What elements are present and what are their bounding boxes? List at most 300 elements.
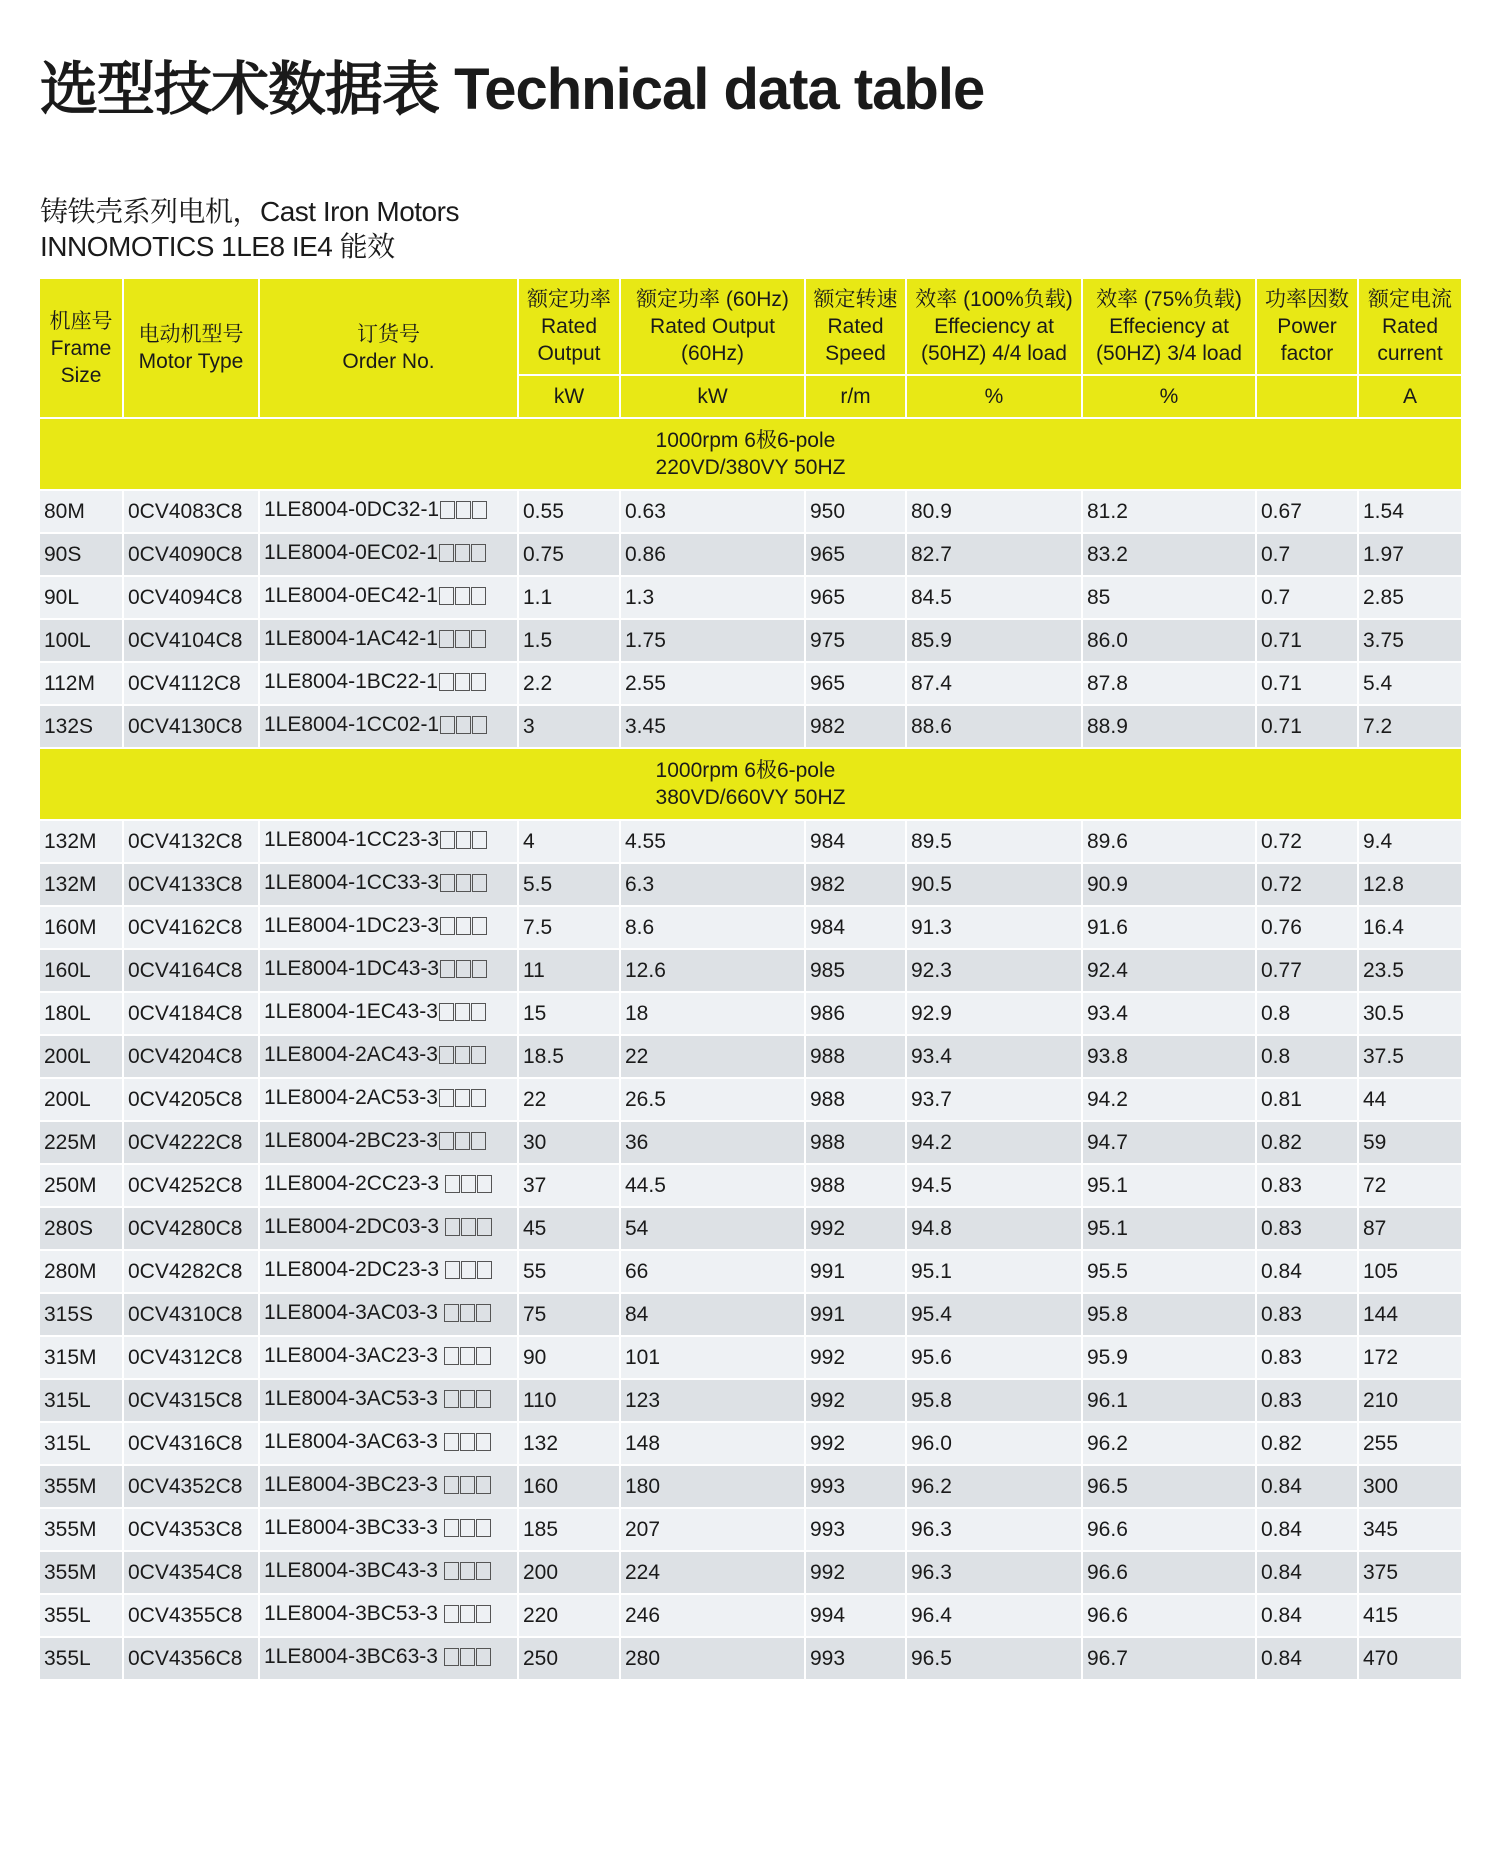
frame-size-value: 90L <box>44 585 80 609</box>
power-factor-value: 0.67 <box>1261 499 1302 523</box>
motor-type-value: 0CV4282C8 <box>128 1259 243 1283</box>
cell-rated-output-60hz <box>620 533 805 576</box>
cell-efficiency-75-load <box>1082 820 1256 863</box>
rated-output-60hz-value: 180 <box>625 1474 661 1498</box>
cell-efficiency-full-load <box>906 1594 1082 1637</box>
motor-type-value: 0CV4205C8 <box>128 1087 243 1111</box>
cell-rated-output <box>518 1465 620 1508</box>
cell-power-factor <box>1256 576 1358 619</box>
cell-rated-output <box>518 490 620 533</box>
order-option-placeholder-icon <box>440 501 488 525</box>
cell-efficiency-75-load <box>1082 1422 1256 1465</box>
cell-rated-speed <box>805 1035 906 1078</box>
rated-speed-value: 993 <box>810 1474 846 1498</box>
cell-motor-type <box>123 576 259 619</box>
cell-order-no <box>259 949 518 992</box>
cell-efficiency-full-load <box>906 1035 1082 1078</box>
efficiency-full-load-value: 93.7 <box>911 1087 952 1111</box>
efficiency-full-load-value: 92.3 <box>911 958 952 982</box>
cell-rated-output <box>518 662 620 705</box>
order-no-value: 1LE8004-1DC23-3 <box>264 914 440 937</box>
table-row <box>39 1637 1462 1680</box>
motor-type-value: 0CV4356C8 <box>128 1646 243 1670</box>
cell-rated-speed <box>805 705 906 748</box>
cell-motor-type <box>123 1336 259 1379</box>
power-factor-value: 0.84 <box>1261 1517 1302 1541</box>
empty-box-icon <box>439 544 454 562</box>
motor-type-value: 0CV4353C8 <box>128 1517 243 1541</box>
cell-rated-output <box>518 1250 620 1293</box>
cell-efficiency-full-load <box>906 576 1082 619</box>
rated-current-value: 255 <box>1363 1431 1399 1455</box>
rated-current-value: 144 <box>1363 1302 1399 1326</box>
cell-power-factor <box>1256 906 1358 949</box>
cell-order-no <box>259 1035 518 1078</box>
cell-rated-output <box>518 906 620 949</box>
power-factor-value: 0.83 <box>1261 1302 1302 1326</box>
empty-box-icon <box>439 1089 454 1107</box>
cell-rated-speed <box>805 1422 906 1465</box>
order-option-placeholder-icon <box>439 1132 487 1156</box>
rated-output-60hz-value: 22 <box>625 1044 649 1068</box>
table-header <box>39 278 1462 418</box>
cell-rated-output <box>518 705 620 748</box>
empty-box-icon <box>444 1648 459 1666</box>
cell-order-no <box>259 705 518 748</box>
efficiency-full-load-value: 91.3 <box>911 915 952 939</box>
empty-box-icon <box>445 1218 460 1236</box>
cell-rated-output-60hz <box>620 949 805 992</box>
cell-efficiency-full-load <box>906 863 1082 906</box>
cell-power-factor <box>1256 619 1358 662</box>
order-no-value: 1LE8004-1BC22-1 <box>264 670 438 693</box>
cell-order-no <box>259 1250 518 1293</box>
header-cn-label: 效率 (100%负载) <box>915 288 1073 311</box>
header-cn-label: 额定功率 (60Hz) <box>636 288 789 311</box>
empty-box-icon <box>440 874 455 892</box>
cell-rated-output-60hz <box>620 906 805 949</box>
rated-speed-value: 984 <box>810 915 846 939</box>
table-row <box>39 705 1462 748</box>
rated-output-60hz-value: 148 <box>625 1431 661 1455</box>
empty-box-icon <box>444 1605 459 1623</box>
rated-output-60hz-value: 12.6 <box>625 958 666 982</box>
rated-output-value: 1.1 <box>523 585 553 609</box>
cell-efficiency-75-load <box>1082 1465 1256 1508</box>
empty-box-icon <box>456 917 471 935</box>
empty-box-icon <box>472 874 487 892</box>
order-option-placeholder-icon <box>439 1046 487 1070</box>
rated-output-value: 1.5 <box>523 628 553 652</box>
order-no-value: 1LE8004-1EC43-3 <box>264 1000 438 1023</box>
cell-rated-output <box>518 1164 620 1207</box>
empty-box-icon <box>477 1175 492 1193</box>
empty-box-icon <box>476 1605 491 1623</box>
cell-frame-size <box>39 705 123 748</box>
cell-power-factor <box>1256 1293 1358 1336</box>
header-cn-label: 机座号 <box>49 309 113 333</box>
motor-type-value: 0CV4352C8 <box>128 1474 243 1498</box>
frame-size-value: 280M <box>44 1259 97 1283</box>
empty-box-icon <box>471 1003 486 1021</box>
header-rated-speed <box>805 278 906 375</box>
rated-current-value: 59 <box>1363 1130 1387 1154</box>
empty-box-icon <box>444 1433 459 1451</box>
cell-frame-size <box>39 992 123 1035</box>
cell-efficiency-full-load <box>906 1164 1082 1207</box>
order-no-value: 1LE8004-1DC43-3 <box>264 957 440 980</box>
header-cn-label: 额定功率 <box>527 288 611 311</box>
efficiency-full-load-value: 90.5 <box>911 872 952 896</box>
empty-box-icon <box>439 673 454 691</box>
power-factor-value: 0.83 <box>1261 1388 1302 1412</box>
order-option-placeholder-icon <box>445 1175 493 1199</box>
power-factor-value: 0.72 <box>1261 829 1302 853</box>
rated-current-value: 2.85 <box>1363 585 1404 609</box>
efficiency-75-load-value: 85 <box>1087 585 1111 609</box>
cell-rated-output-60hz <box>620 1379 805 1422</box>
cell-rated-output-60hz <box>620 1637 805 1680</box>
cell-efficiency-full-load <box>906 1250 1082 1293</box>
order-option-placeholder-icon <box>439 1089 487 1113</box>
cell-rated-output <box>518 820 620 863</box>
empty-box-icon <box>439 1003 454 1021</box>
efficiency-full-load-value: 85.9 <box>911 628 952 652</box>
rated-speed-value: 992 <box>810 1560 846 1584</box>
empty-box-icon <box>477 1218 492 1236</box>
power-factor-value: 0.72 <box>1261 872 1302 896</box>
efficiency-full-load-value: 96.4 <box>911 1603 952 1627</box>
cell-frame-size <box>39 949 123 992</box>
cell-order-no <box>259 1379 518 1422</box>
frame-size-value: 90S <box>44 542 82 566</box>
empty-box-icon <box>476 1390 491 1408</box>
cell-rated-speed <box>805 1465 906 1508</box>
empty-box-icon <box>455 673 470 691</box>
cell-frame-size <box>39 1293 123 1336</box>
cell-efficiency-75-load <box>1082 1551 1256 1594</box>
header-order-no <box>259 278 518 418</box>
cell-efficiency-75-load <box>1082 1379 1256 1422</box>
cell-rated-output-60hz <box>620 1422 805 1465</box>
product-line-subtitle: INNOMOTICS 1LE8 IE4 能效 <box>40 231 395 262</box>
cell-rated-output <box>518 533 620 576</box>
efficiency-75-load-value: 86.0 <box>1087 628 1128 652</box>
order-option-placeholder-icon <box>444 1304 492 1328</box>
cell-efficiency-75-load <box>1082 1293 1256 1336</box>
frame-size-value: 315L <box>44 1388 91 1412</box>
efficiency-75-load-value: 95.9 <box>1087 1345 1128 1369</box>
efficiency-75-load-value: 95.5 <box>1087 1259 1128 1283</box>
order-option-placeholder-icon <box>444 1390 492 1414</box>
order-option-placeholder-icon <box>439 587 487 611</box>
rated-output-60hz-value: 54 <box>625 1216 649 1240</box>
cell-power-factor <box>1256 863 1358 906</box>
rated-output-value: 160 <box>523 1474 559 1498</box>
cell-rated-current <box>1358 992 1462 1035</box>
cell-rated-speed <box>805 820 906 863</box>
cell-rated-current <box>1358 906 1462 949</box>
efficiency-75-load-value: 87.8 <box>1087 671 1128 695</box>
cell-efficiency-full-load <box>906 662 1082 705</box>
empty-box-icon <box>455 587 470 605</box>
rated-current-value: 9.4 <box>1363 829 1393 853</box>
empty-box-icon <box>471 673 486 691</box>
empty-box-icon <box>471 587 486 605</box>
order-option-placeholder-icon <box>440 874 488 898</box>
empty-box-icon <box>471 1046 486 1064</box>
cell-rated-output-60hz <box>620 1508 805 1551</box>
rated-output-value: 110 <box>523 1388 557 1412</box>
table-row <box>39 490 1462 533</box>
cell-motor-type <box>123 906 259 949</box>
table-row <box>39 1422 1462 1465</box>
cell-rated-current <box>1358 1508 1462 1551</box>
cell-frame-size <box>39 533 123 576</box>
efficiency-75-load-value: 96.5 <box>1087 1474 1128 1498</box>
cell-order-no <box>259 1422 518 1465</box>
rated-output-value: 0.55 <box>523 499 564 523</box>
cell-rated-speed <box>805 1551 906 1594</box>
efficiency-full-load-value: 96.3 <box>911 1560 952 1584</box>
efficiency-full-load-value: 96.3 <box>911 1517 952 1541</box>
order-no-value: 1LE8004-1CC23-3 <box>264 828 440 851</box>
unit-rated-current: A <box>1358 375 1462 418</box>
efficiency-75-load-value: 93.4 <box>1087 1001 1128 1025</box>
cell-order-no <box>259 1078 518 1121</box>
cell-frame-size <box>39 1379 123 1422</box>
cell-rated-speed <box>805 1293 906 1336</box>
cell-rated-current <box>1358 1121 1462 1164</box>
cell-efficiency-full-load <box>906 906 1082 949</box>
table-row <box>39 820 1462 863</box>
empty-box-icon <box>460 1304 475 1322</box>
unit-rated-speed: r/m <box>805 375 906 418</box>
efficiency-full-load-value: 95.6 <box>911 1345 952 1369</box>
table-row <box>39 1121 1462 1164</box>
cell-rated-current <box>1358 1379 1462 1422</box>
efficiency-full-load-value: 96.5 <box>911 1646 952 1670</box>
motor-type-value: 0CV4222C8 <box>128 1130 243 1154</box>
cell-rated-output <box>518 619 620 662</box>
cell-power-factor <box>1256 1508 1358 1551</box>
order-option-placeholder-icon <box>444 1605 492 1629</box>
cell-power-factor <box>1256 992 1358 1035</box>
table-row <box>39 1336 1462 1379</box>
header-en-label: Power factor <box>1277 315 1337 365</box>
cell-motor-type <box>123 1207 259 1250</box>
order-no-value: 1LE8004-1CC02-1 <box>264 713 440 736</box>
cell-order-no <box>259 906 518 949</box>
empty-box-icon <box>440 960 455 978</box>
empty-box-icon <box>460 1433 475 1451</box>
efficiency-75-load-value: 94.7 <box>1087 1130 1128 1154</box>
cell-efficiency-75-load <box>1082 1164 1256 1207</box>
cell-efficiency-75-load <box>1082 1594 1256 1637</box>
cell-rated-current <box>1358 949 1462 992</box>
header-en-label: Order No. <box>342 350 435 373</box>
order-no-value: 1LE8004-0EC02-1 <box>264 541 438 564</box>
cell-order-no <box>259 1594 518 1637</box>
rated-speed-value: 988 <box>810 1044 846 1068</box>
power-factor-value: 0.84 <box>1261 1646 1302 1670</box>
frame-size-value: 200L <box>44 1044 91 1068</box>
table-row <box>39 1207 1462 1250</box>
motor-type-value: 0CV4184C8 <box>128 1001 243 1025</box>
empty-box-icon <box>455 630 470 648</box>
rated-speed-value: 992 <box>810 1216 846 1240</box>
cell-rated-speed <box>805 863 906 906</box>
rated-output-value: 200 <box>523 1560 559 1584</box>
cell-motor-type <box>123 1637 259 1680</box>
header-en-label: Frame Size <box>50 336 112 387</box>
empty-box-icon <box>444 1304 459 1322</box>
efficiency-75-load-value: 95.8 <box>1087 1302 1128 1326</box>
cell-frame-size <box>39 820 123 863</box>
efficiency-75-load-value: 81.2 <box>1087 499 1128 523</box>
cell-power-factor <box>1256 533 1358 576</box>
cell-rated-current <box>1358 1551 1462 1594</box>
order-option-placeholder-icon <box>439 630 487 654</box>
rated-speed-value: 988 <box>810 1130 846 1154</box>
cell-rated-current <box>1358 1465 1462 1508</box>
cell-efficiency-full-load <box>906 1121 1082 1164</box>
efficiency-75-load-value: 92.4 <box>1087 958 1128 982</box>
empty-box-icon <box>444 1390 459 1408</box>
empty-box-icon <box>471 630 486 648</box>
cell-efficiency-full-load <box>906 533 1082 576</box>
section-band-cell <box>39 418 1462 490</box>
cell-efficiency-75-load <box>1082 906 1256 949</box>
efficiency-75-load-value: 96.7 <box>1087 1646 1128 1670</box>
section-band <box>39 748 1462 820</box>
cell-efficiency-full-load <box>906 1336 1082 1379</box>
table-row <box>39 1379 1462 1422</box>
empty-box-icon <box>445 1261 460 1279</box>
empty-box-icon <box>460 1519 475 1537</box>
cell-rated-speed <box>805 619 906 662</box>
table-row <box>39 949 1462 992</box>
order-option-placeholder-icon <box>440 960 488 984</box>
cell-motor-type <box>123 1078 259 1121</box>
cell-order-no <box>259 1164 518 1207</box>
cell-motor-type <box>123 1508 259 1551</box>
rated-output-60hz-value: 246 <box>625 1603 661 1627</box>
efficiency-75-load-value: 96.1 <box>1087 1388 1128 1412</box>
cell-rated-current <box>1358 533 1462 576</box>
cell-rated-speed <box>805 662 906 705</box>
cell-rated-output-60hz <box>620 1164 805 1207</box>
cell-rated-speed <box>805 490 906 533</box>
cell-efficiency-75-load <box>1082 705 1256 748</box>
cell-order-no <box>259 662 518 705</box>
cell-rated-current <box>1358 619 1462 662</box>
rated-output-value: 3 <box>523 714 535 738</box>
power-factor-value: 0.71 <box>1261 628 1302 652</box>
rated-speed-value: 988 <box>810 1087 846 1111</box>
unit-efficiency-full-load: % <box>906 375 1082 418</box>
efficiency-75-load-value: 94.2 <box>1087 1087 1128 1111</box>
series-subtitle: 铸铁壳系列电机，Cast Iron Motors <box>40 196 459 227</box>
cell-efficiency-full-load <box>906 619 1082 662</box>
cell-rated-output-60hz <box>620 1465 805 1508</box>
rated-output-60hz-value: 84 <box>625 1302 649 1326</box>
rated-current-value: 87 <box>1363 1216 1387 1240</box>
cell-efficiency-75-load <box>1082 490 1256 533</box>
empty-box-icon <box>444 1347 459 1365</box>
cell-rated-output <box>518 576 620 619</box>
frame-size-value: 250M <box>44 1173 97 1197</box>
header-frame-size <box>39 278 123 418</box>
table-row <box>39 906 1462 949</box>
rated-output-value: 30 <box>523 1130 547 1154</box>
cell-rated-output-60hz <box>620 1551 805 1594</box>
empty-box-icon <box>461 1175 476 1193</box>
cell-frame-size <box>39 619 123 662</box>
efficiency-full-load-value: 87.4 <box>911 671 952 695</box>
rated-output-value: 15 <box>523 1001 547 1025</box>
order-option-placeholder-icon <box>445 1218 493 1242</box>
efficiency-75-load-value: 96.6 <box>1087 1603 1128 1627</box>
power-factor-value: 0.8 <box>1261 1001 1291 1025</box>
rated-output-60hz-value: 0.86 <box>625 542 666 566</box>
cell-order-no <box>259 992 518 1035</box>
cell-order-no <box>259 863 518 906</box>
rated-output-60hz-value: 6.3 <box>625 872 655 896</box>
cell-motor-type <box>123 949 259 992</box>
cell-efficiency-full-load <box>906 705 1082 748</box>
cell-rated-current <box>1358 1293 1462 1336</box>
empty-box-icon <box>455 1003 470 1021</box>
efficiency-full-load-value: 95.1 <box>911 1259 952 1283</box>
cell-order-no <box>259 1508 518 1551</box>
cell-rated-output-60hz <box>620 619 805 662</box>
cell-power-factor <box>1256 490 1358 533</box>
empty-box-icon <box>460 1648 475 1666</box>
empty-box-icon <box>461 1261 476 1279</box>
rated-output-60hz-value: 18 <box>625 1001 649 1025</box>
section-speed-pole: 1000rpm 6极6-pole <box>655 429 836 452</box>
cell-rated-output-60hz <box>620 1594 805 1637</box>
page-title: 选型技术数据表 Technical data table <box>40 57 985 122</box>
cell-rated-output-60hz <box>620 1035 805 1078</box>
cell-rated-output <box>518 1637 620 1680</box>
rated-output-60hz-value: 1.75 <box>625 628 666 652</box>
cell-frame-size <box>39 1121 123 1164</box>
header-rated-output-60hz <box>620 278 805 375</box>
order-option-placeholder-icon <box>444 1476 492 1500</box>
cell-order-no <box>259 619 518 662</box>
cell-frame-size <box>39 1035 123 1078</box>
cell-efficiency-full-load <box>906 1379 1082 1422</box>
section-band-text <box>656 427 846 481</box>
empty-box-icon <box>476 1304 491 1322</box>
section-speed-pole: 1000rpm 6极6-pole <box>655 759 836 782</box>
cell-rated-output-60hz <box>620 863 805 906</box>
power-factor-value: 0.76 <box>1261 915 1302 939</box>
rated-current-value: 415 <box>1363 1603 1399 1627</box>
order-option-placeholder-icon <box>444 1562 492 1586</box>
rated-output-value: 55 <box>523 1259 547 1283</box>
cell-rated-output-60hz <box>620 1336 805 1379</box>
cell-motor-type <box>123 1551 259 1594</box>
efficiency-full-load-value: 95.4 <box>911 1302 952 1326</box>
cell-motor-type <box>123 1164 259 1207</box>
header-cn-label: 效率 (75%负载) <box>1096 288 1242 311</box>
header-cn-label: 功率因数 <box>1265 288 1349 311</box>
cell-rated-current <box>1358 820 1462 863</box>
header-efficiency-75-load <box>1082 278 1256 375</box>
